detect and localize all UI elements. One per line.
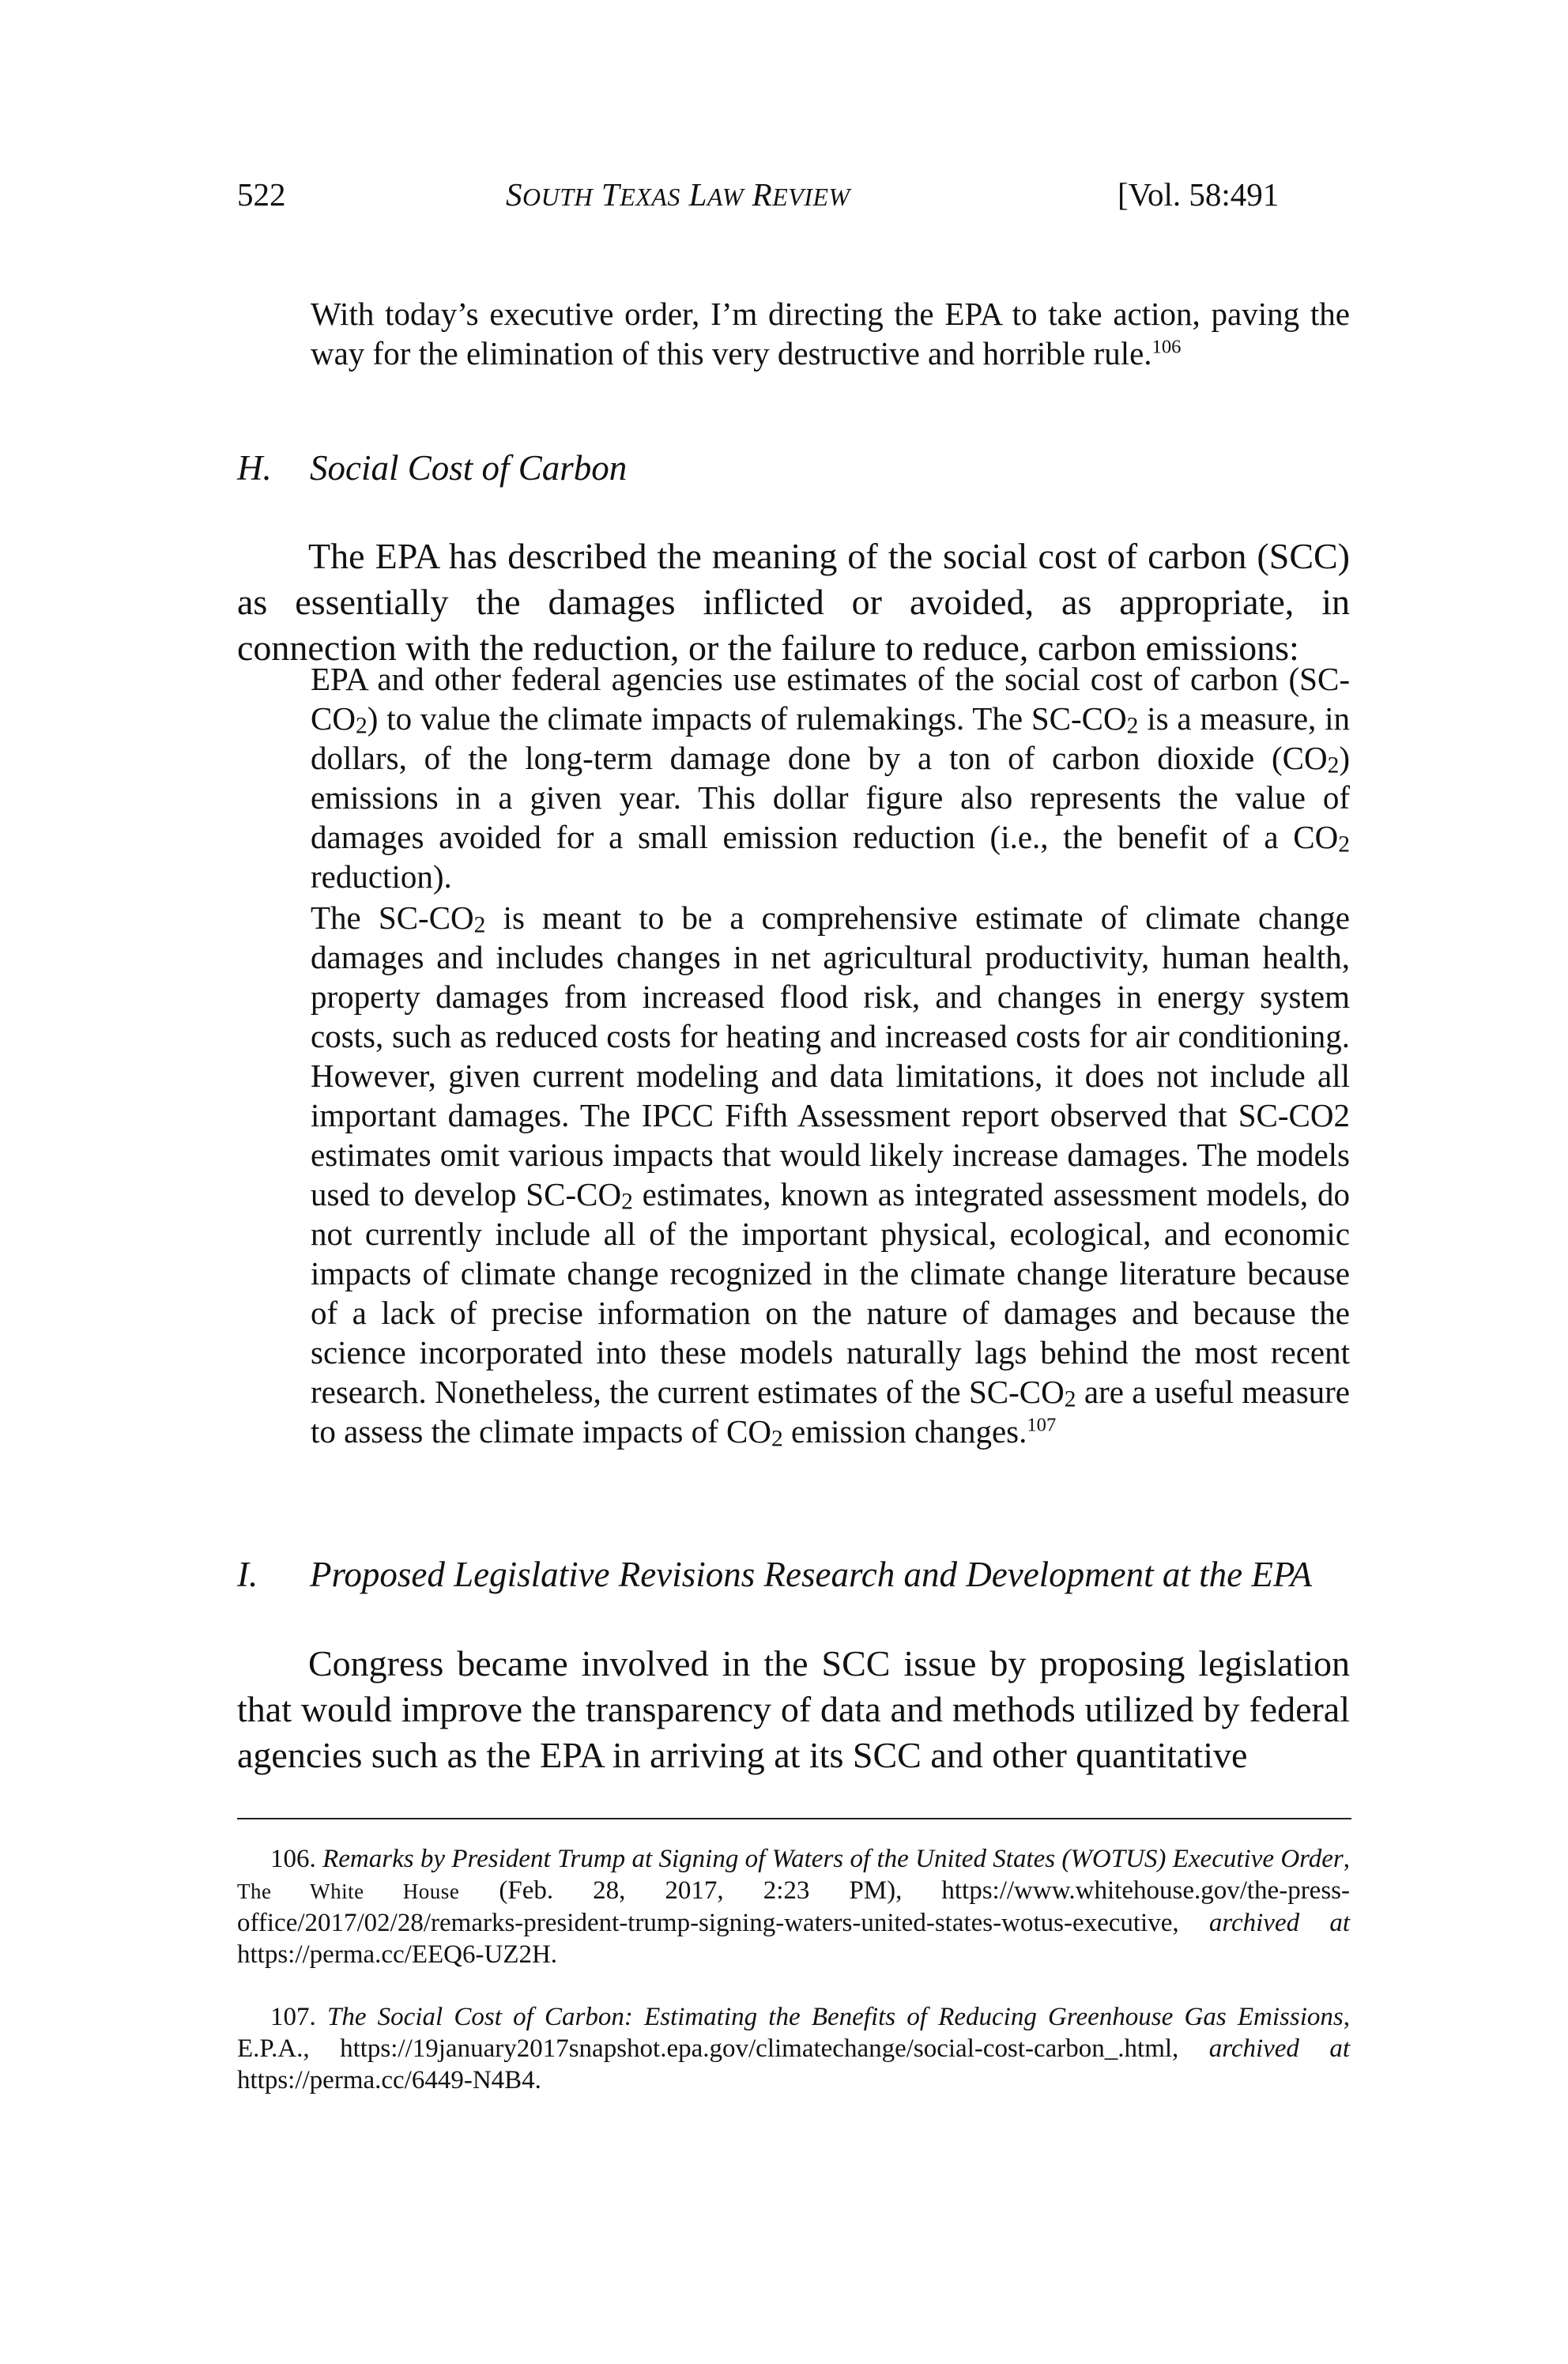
journal-title: SOUTH TEXAS LAW REVIEW bbox=[506, 176, 850, 213]
section-heading-h: H. Social Cost of Carbon bbox=[237, 448, 628, 488]
footnote-ref-107[interactable]: 107 bbox=[1027, 1414, 1057, 1436]
section-h-paragraph: The EPA has described the meaning of the social cost of carbon (SCC) as essentially the damages inflicted or avoided, as appropriate, in connection with the reduction, or the failure to reduce, carbon emissions: bbox=[237, 536, 1350, 668]
block-quote-epa-paragraph-2: The $SC-CO_2$ is meant to be a comprehensive estimate of climate change damages and includes changes in net agricultural productivity, human health, property damages from increased flood risk, and changes in energy system costs, such as reduced costs for heating and increased costs for air conditioning. However, given current modeling and data limitations, it does not include all important damages. The IPCC Fifth Assessment report observed that SC-CO2 estimates omit various impacts that would likely increase damages. The models used to develop $SC-CO_2$ estimates, known as integrated assessment models, do not currently include all of the important physical, ecological, and economic impacts of climate change recognized in the climate change literature because of a lack of precise information on the nature of damages and because the science incorporated into these models naturally lags behind the most recent research. Nonetheless, the current estimates of the $SC-CO_2$ are a useful measure to assess the climate impacts of $CO_2$ emission changes.$^{107}$ bbox=[311, 899, 1351, 1452]
page-number: 522 bbox=[237, 176, 286, 213]
footnote-107: 107. The Social Cost of Carbon: Estimating the Benefits of Reducing Greenhouse Gas Emissions, E.P.A., https://19january2017snapshot.epa.gov/climatechange/social-cost-carbon_.html, archived at https://perma.cc/6449-N4B4. bbox=[237, 2003, 1350, 2094]
footnote-106: 106. Remarks by President Trump at Signing of Waters of the United States (WOTUS) Executive Order, The White House (Feb. 28, 2017, 2:23 PM), https://www.whitehouse.gov/the-press-office/2017/02/28/remarks-president-trump-signing-waters-united-states-wotus-executive, archived at https://perma.cc/EEQ6-UZ2H. bbox=[237, 1845, 1351, 1969]
volume-citation: [Vol. 58:491 bbox=[1118, 176, 1280, 213]
section-i-paragraph: Congress became involved in the SCC issue by proposing legislation that would improve the transparency of data and methods utilized by federal agencies such as the EPA in arriving at its SCC and other quantitative bbox=[237, 1643, 1350, 1775]
footnote-ref-106[interactable]: 106 bbox=[1152, 336, 1182, 358]
footnote-107-url[interactable]: https://19january2017snapshot.epa.gov/climatechange/social-cost-carbon_.html, bbox=[340, 2034, 1179, 2063]
section-heading-i: I. Proposed Legislative Revisions Research and Development at the EPA bbox=[237, 1555, 1313, 1594]
block-quote-epa-paragraph-1: EPA and other federal agencies use estimates of the social cost of carbon $(SC-CO_2)$ to value the climate impacts of rulemakings. The $SC-CO_2$ is a measure, in dollars, of the long-term damage done by a ton of carbon dioxide $(CO_2)$ emissions in a given year. This dollar figure also represents the value of damages avoided for a small emission reduction (i.e., the benefit of a $CO_2$ reduction). bbox=[311, 661, 1350, 895]
block-quote-executive-order: With today’s executive order, I’m directing the EPA to take action, paving the way for the elimination of this very destructive and horrible rule.$^{106}$ bbox=[311, 296, 1350, 371]
footnote-divider bbox=[237, 1818, 1351, 1819]
